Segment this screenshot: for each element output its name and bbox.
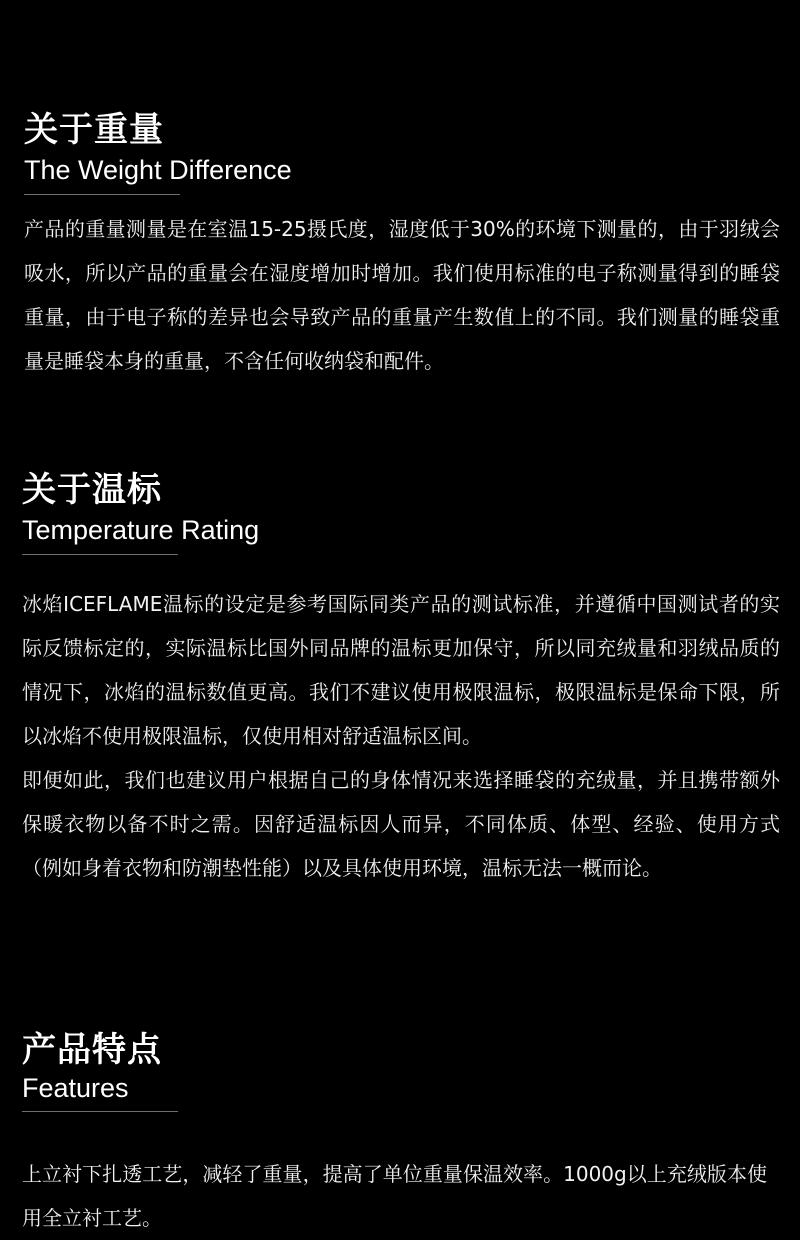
features-divider — [22, 1111, 178, 1112]
weight-divider — [24, 194, 180, 195]
weight-body — [24, 207, 780, 383]
temperature-title-cn: 关于温标 — [22, 470, 162, 510]
features-title-cn: 产品特点 — [22, 1030, 162, 1070]
weight-paragraph-1: 产品的重量测量是在室温15-25摄氏度，湿度低于30%的环境下测量的，由于羽绒会吸水，所以产品的重量会在湿度增加时增加。我们使用标准的电子称测量得到的睡袋重量，由于电子称的差异也会导致产品的重量产生数值上的不同。我们测量的睡袋重量是睡袋本身的重量，不含任何收纳袋和配件。 — [24, 217, 780, 373]
temperature-body — [22, 582, 780, 890]
temperature-divider — [22, 554, 178, 555]
features-paragraph-1: 上立衬下扎透工艺，减轻了重量，提高了单位重量保温效率。1000g以上充绒版本使用全立衬工艺。 — [22, 1162, 767, 1230]
temperature-paragraph-2: 即便如此，我们也建议用户根据自己的身体情况来选择睡袋的充绒量，并且携带额外保暖衣物以备不时之需。因舒适温标因人而异，不同体质、体型、经验、使用方式（例如身着衣物和防潮垫性能）以及具体使用环境，温标无法一概而论。 — [22, 768, 780, 880]
features-title-en: Features — [22, 1073, 129, 1103]
temperature-paragraph-1: 冰焰ICEFLAME温标的设定是参考国际同类产品的测试标准，并遵循中国测试者的实际反馈标定的，实际温标比国外同品牌的温标更加保守，所以同充绒量和羽绒品质的情况下，冰焰的温标数值更高。我们不建议使用极限温标，极限温标是保命下限，所以冰焰不使用极限温标，仅使用相对舒适温标区间。 — [22, 592, 780, 748]
weight-title-en: The Weight Difference — [24, 155, 292, 185]
temperature-title-en: Temperature Rating — [22, 515, 260, 545]
features-body — [22, 1152, 767, 1240]
weight-title-cn: 关于重量 — [24, 110, 164, 150]
